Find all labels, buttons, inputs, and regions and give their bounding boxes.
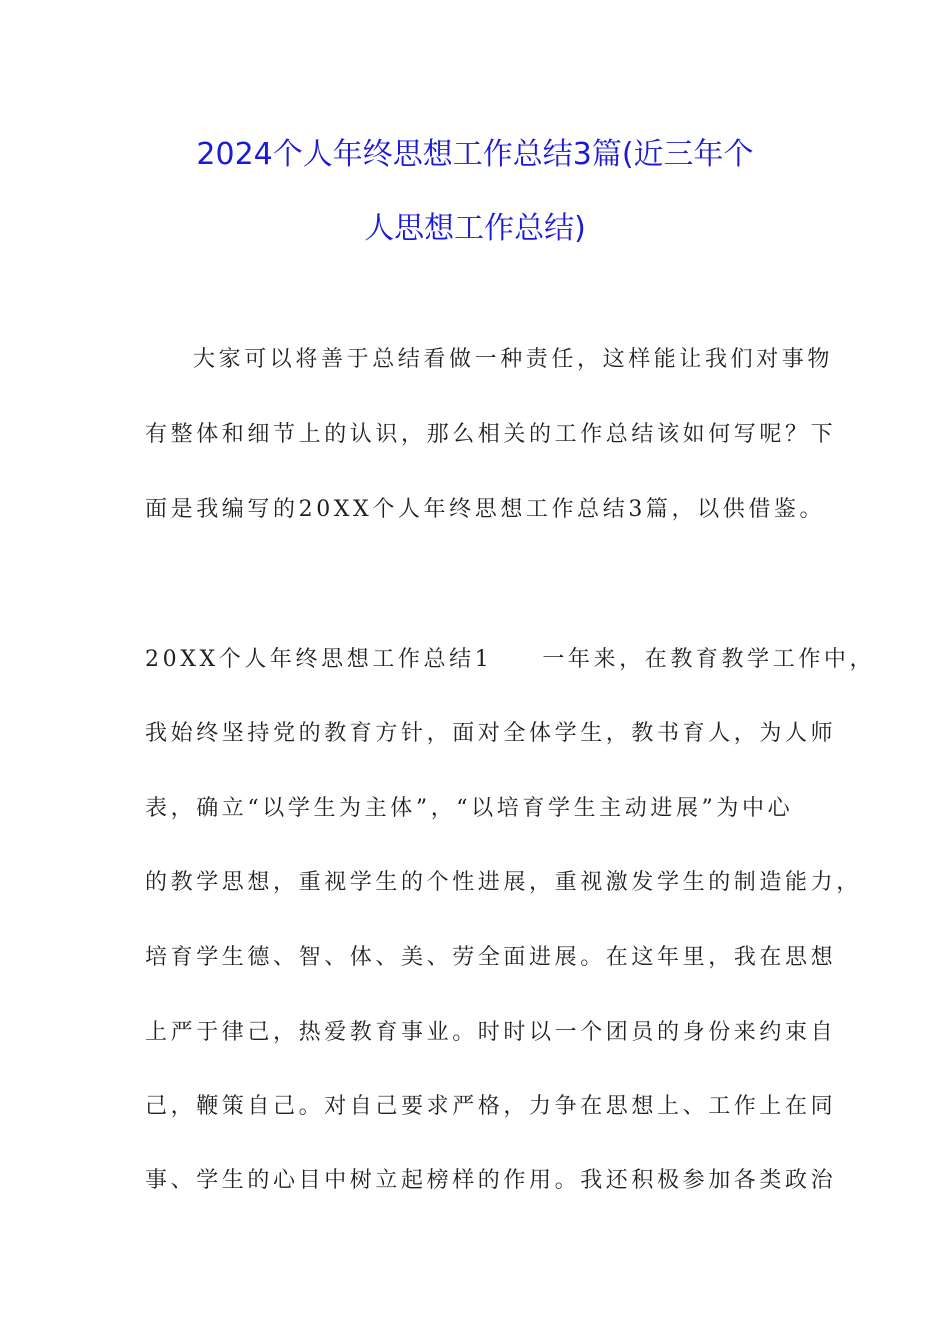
document-title-line-1: 2024个人年终思想工作总结3篇(近三年个 [196,137,754,172]
section-1-heading: 20XX个人年终思想工作总结1 [145,647,493,672]
intro-line-1: 大家可以将善于总结看做一种责任，这样能让我们对事物 [193,347,834,372]
section-1-first-line [145,645,876,675]
section-1-line-6: 上严于律己，热爱教育事业。时时以一个团员的身份来约束自 [145,1020,837,1045]
section-1-line-7: 己，鞭策自己。对自己要求严格，力争在思想上、工作上在同 [145,1094,837,1119]
intro-line-3: 面是我编写的20XX个人年终思想工作总结3篇，以供借鉴。 [145,497,826,522]
intro-line-2: 有整体和细节上的认识，那么相关的工作总结该如何写呢？下 [145,422,837,447]
document-title-line-2: 人思想工作总结) [364,211,586,246]
section-1-line-2: 我始终坚持党的教育方针，面对全体学生，教书育人，为人师 [145,721,837,746]
section-1-first-text: 一年来，在教育教学工作中， [542,647,876,672]
section-1-line-8: 事、学生的心目中树立起榜样的作用。我还积极参加各类政治 [145,1168,837,1193]
section-1-line-5: 培育学生德、智、体、美、劳全面进展。在这年里，我在思想 [145,945,837,970]
section-1-line-4: 的教学思想，重视学生的个性进展，重视激发学生的制造能力， [145,870,862,895]
section-1-line-3: 表，确立“以学生为主体”，“以培育学生主动进展”为中心 [145,796,794,821]
